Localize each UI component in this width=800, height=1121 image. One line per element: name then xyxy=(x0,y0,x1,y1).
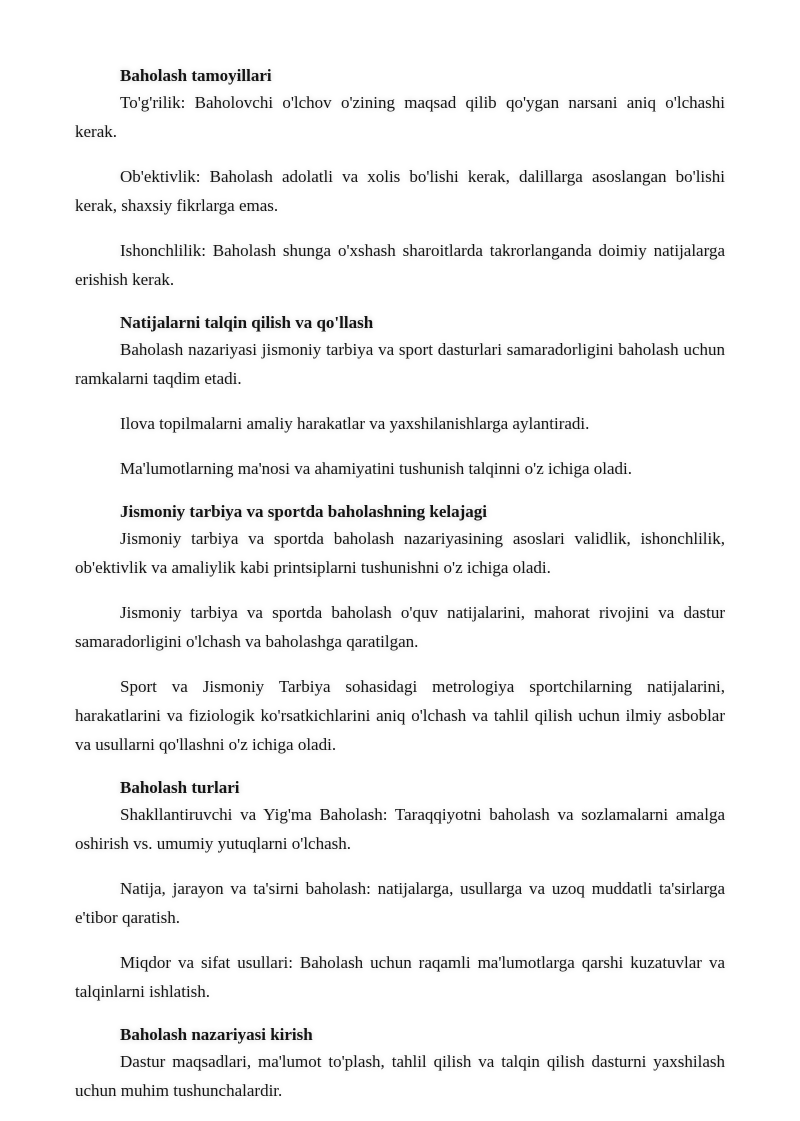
section-principles xyxy=(75,64,725,294)
paragraph: Jismoniy tarbiya va sportda baholash nazariyasining asoslari validlik, ishonchlilik, ob'ektivlik va amaliylik kabi printsiplarni tushunishni o'z ichiga oladi. xyxy=(75,529,725,577)
section-heading: Baholash turlari xyxy=(120,778,240,797)
paragraph: Dastur maqsadlari, ma'lumot to'plash, tahlil qilish va talqin qilish dasturni yaxshilash uchun muhim tushunchalardir. xyxy=(75,1052,725,1100)
section-heading: Baholash nazariyasi kirish xyxy=(120,1025,313,1044)
paragraph: To'g'rilik: Baholovchi o'lchov o'zining maqsad qilib qo'ygan narsani aniq o'lchashi kerak. xyxy=(75,93,725,141)
paragraph: Baholash nazariyasi jismoniy tarbiya va sport dasturlari samaradorligini baholash uchun ramkalarni taqdim etadi. xyxy=(75,340,725,388)
paragraph: Ilova topilmalarni amaliy harakatlar va yaxshilanishlarga aylantiradi. xyxy=(120,414,590,433)
section-future xyxy=(75,500,725,759)
paragraph: Sport va Jismoniy Tarbiya sohasidagi metrologiya sportchilarning natijalarini, harakatlarini va fiziologik ko'rsatkichlarini aniq o'lchash va tahlil qilish uchun ilmiy asboblar va usullarni qo'llashni o'z ichiga oladi. xyxy=(75,677,725,754)
section-types xyxy=(75,776,725,1006)
section-interpretation xyxy=(75,311,725,483)
section-heading: Natijalarni talqin qilish va qo'llash xyxy=(120,313,374,332)
section-heading: Baholash tamoyillari xyxy=(120,66,272,85)
paragraph: Natija, jarayon va ta'sirni baholash: natijalarga, usullarga va uzoq muddatli ta'sirlarga e'tibor qaratish. xyxy=(75,879,725,927)
document-page xyxy=(75,64,725,1121)
paragraph: Miqdor va sifat usullari: Baholash uchun raqamli ma'lumotlarga qarshi kuzatuvlar va talqinlarni ishlatish. xyxy=(75,953,725,1001)
section-intro xyxy=(75,1023,725,1105)
paragraph: Ob'ektivlik: Baholash adolatli va xolis bo'lishi kerak, dalillarga asoslangan bo'lishi kerak, shaxsiy fikrlarga emas. xyxy=(75,167,725,215)
paragraph: Shakllantiruvchi va Yig'ma Baholash: Taraqqiyotni baholash va sozlamalarni amalga oshirish vs. umumiy yutuqlarni o'lchash. xyxy=(75,805,725,853)
paragraph: Ma'lumotlarning ma'nosi va ahamiyatini tushunish talqinni o'z ichiga oladi. xyxy=(120,459,633,478)
paragraph: Jismoniy tarbiya va sportda baholash o'quv natijalarini, mahorat rivojini va dastur samaradorligini o'lchash va baholashga qaratilgan. xyxy=(75,603,725,651)
paragraph: Ishonchlilik: Baholash shunga o'xshash sharoitlarda takrorlanganda doimiy natijalarga erishish kerak. xyxy=(75,241,725,289)
section-heading: Jismoniy tarbiya va sportda baholashning kelajagi xyxy=(120,502,487,521)
